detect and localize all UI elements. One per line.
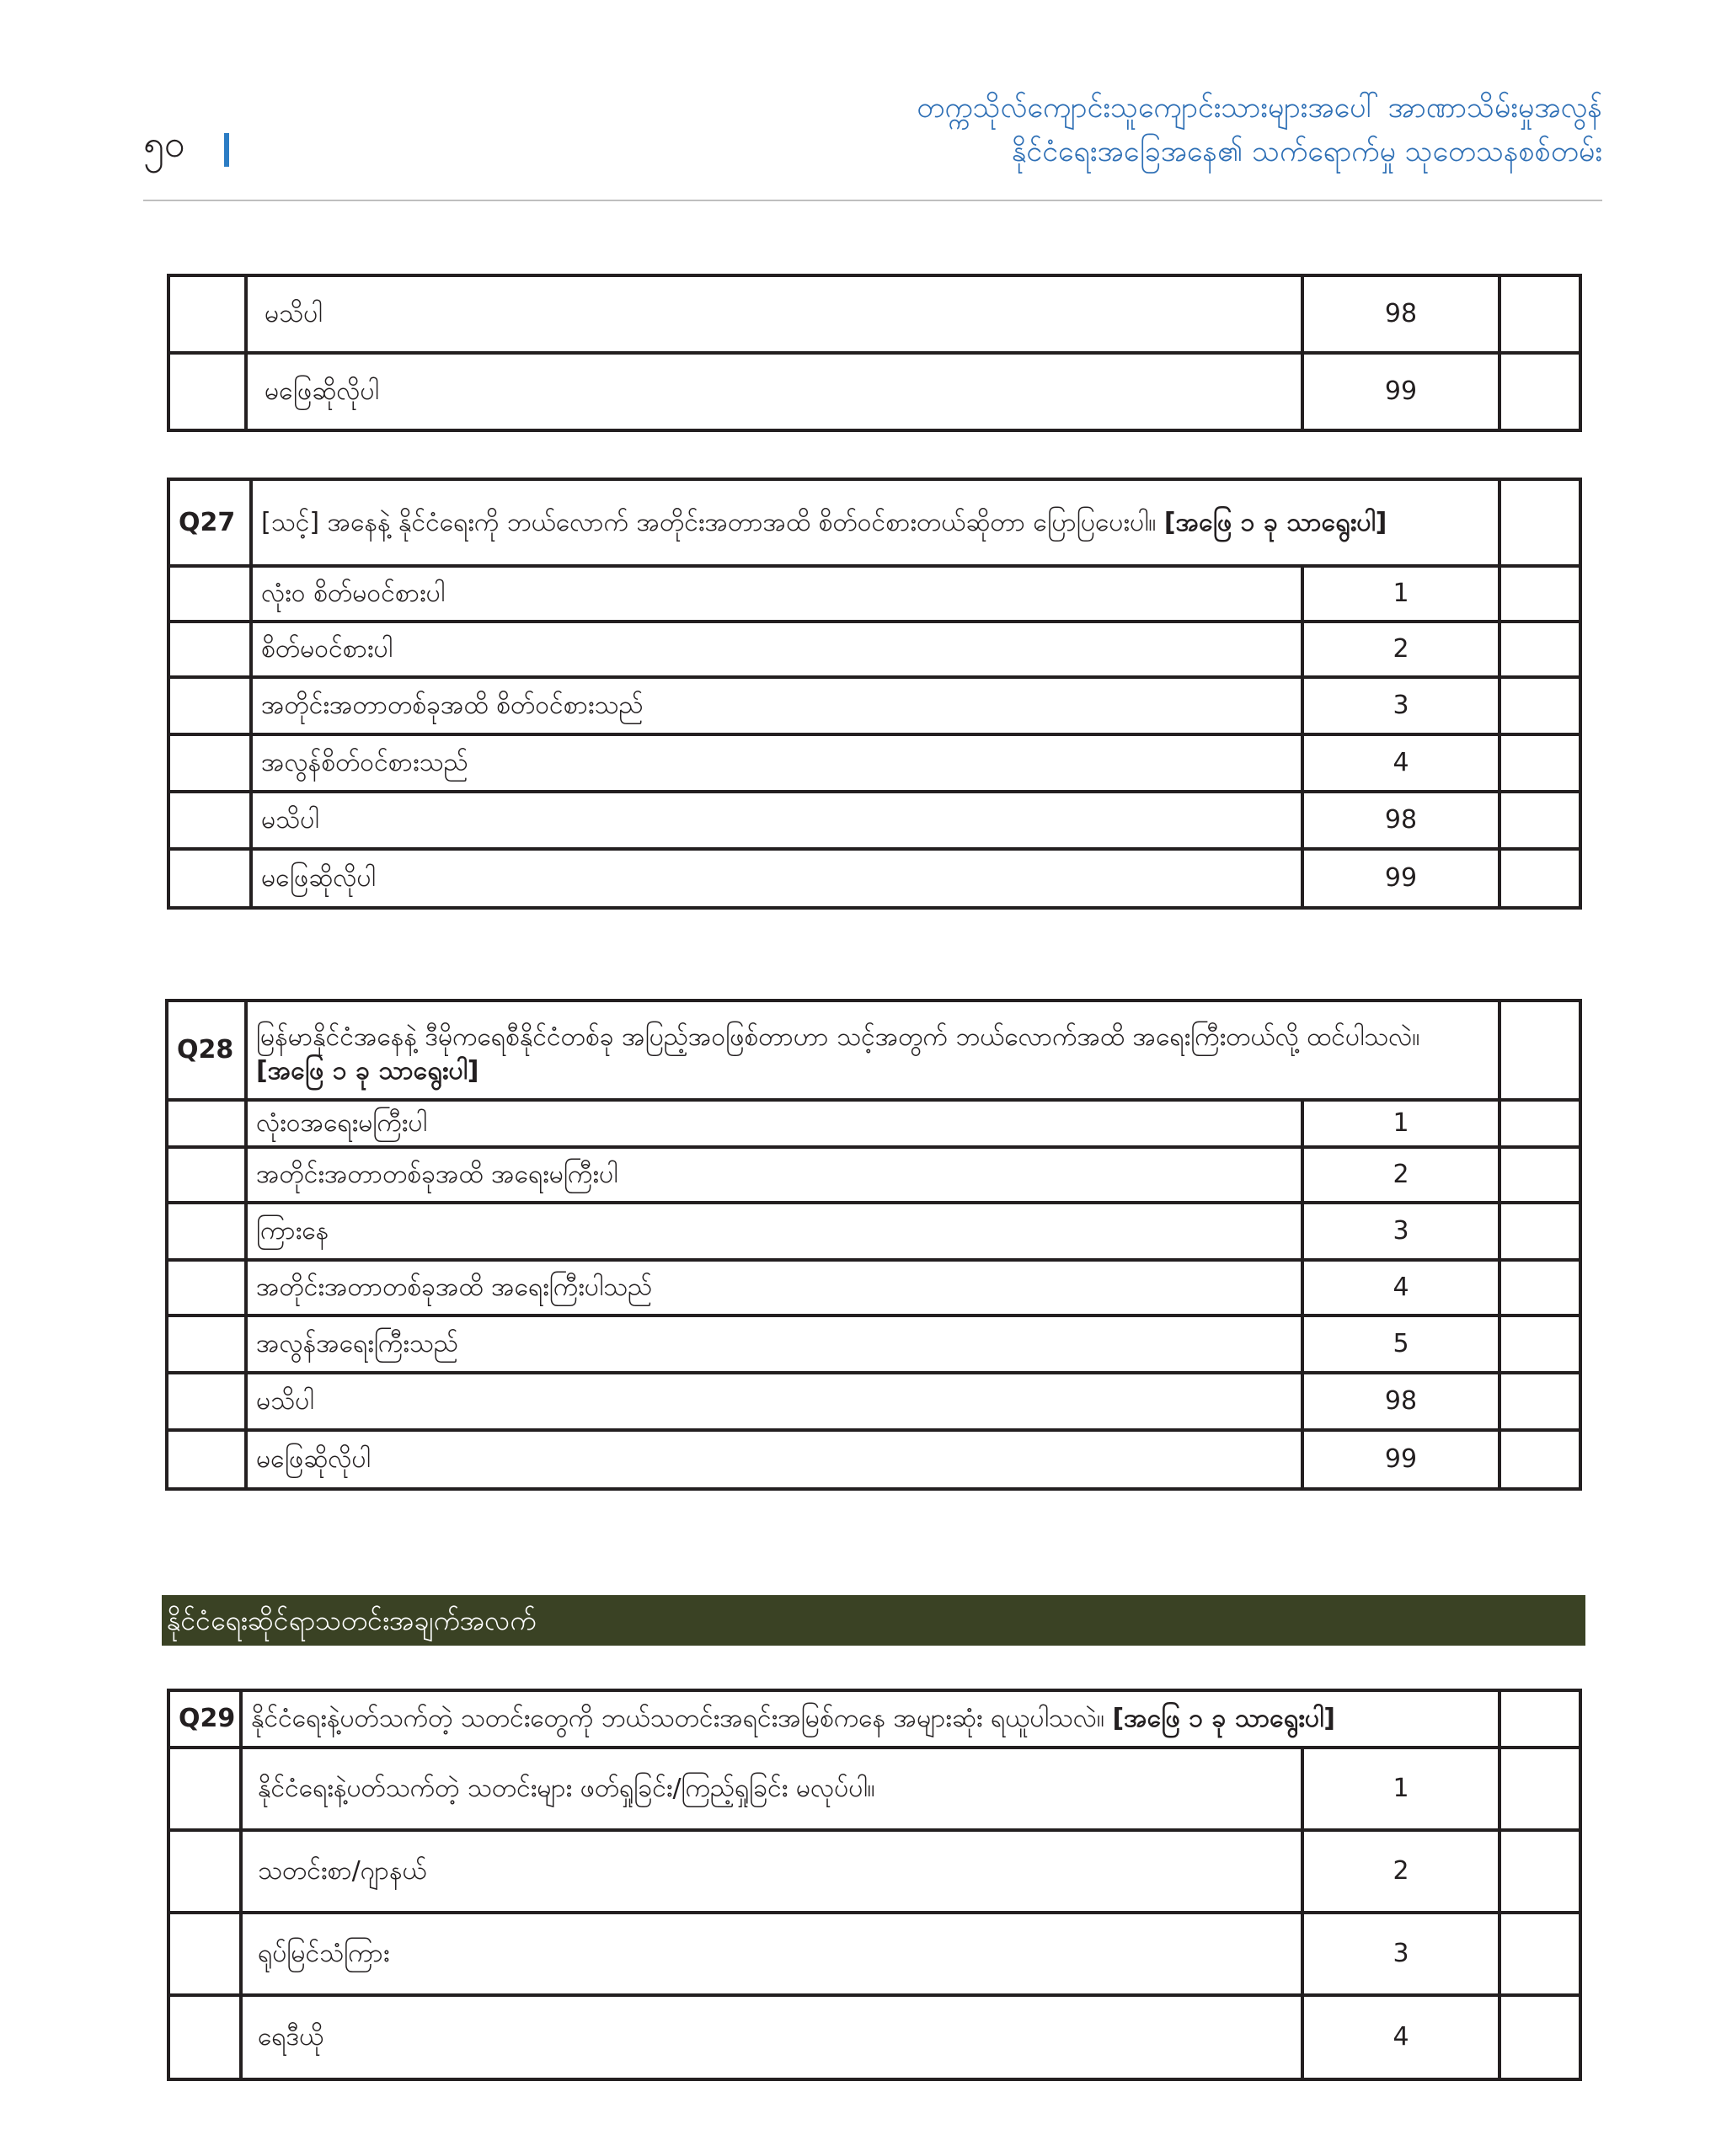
option-label: နိုင်ငံရေးနဲ့ပတ်သက်တဲ့ သတင်းများ ဖတ်ရှုခြင်း/ကြည့်ရှုခြင်း မလုပ်ပါ။ [241,1748,1302,1830]
answer-box[interactable] [1499,1748,1580,1830]
question-instruction: [အဖြေ ၁ ခု သာရွေးပါ] [1163,507,1387,537]
running-head-line-1: တက္ကသိုလ်ကျောင်းသူကျောင်းသားများအပေါ် အာဏာသိမ်းမှုအလွန် [917,91,1602,125]
option-label: အတိုင်းအတာတစ်ခုအထိ စိတ်ဝင်စားသည် [251,677,1302,734]
table-row [168,275,1580,353]
option-code: 2 [1302,622,1499,677]
option-label: မဖြေဆိုလိုပါ [246,353,1302,430]
answer-box[interactable] [1499,566,1580,622]
question-row [167,1001,1580,1100]
option-code: 99 [1302,849,1499,908]
option-label: အတိုင်းအတာတစ်ခုအထိ အရေးမကြီးပါ [246,1147,1302,1203]
answer-box[interactable] [1499,1203,1580,1260]
option-label: ရုပ်မြင်သံကြား [241,1913,1302,1995]
running-head-line-2: နိုင်ငံရေးအခြေအနေ၏ သက်ရောက်မှု သုတေသနစစ်တမ်း [1011,135,1602,168]
table-row [168,1913,1580,1995]
row-id-cell [167,1203,246,1260]
row-id-cell [168,353,246,430]
table-row [167,1315,1580,1373]
question-table-q28 [165,999,1582,1491]
option-code: 98 [1302,792,1499,849]
table-row [168,792,1580,849]
option-code: 3 [1302,677,1499,734]
table-row [168,1995,1580,2079]
answer-box[interactable] [1499,479,1580,566]
answer-box[interactable] [1499,1690,1580,1748]
answer-box[interactable] [1499,1100,1580,1147]
question-row [168,479,1580,566]
option-code: 3 [1302,1913,1499,1995]
option-code: 99 [1302,353,1499,430]
question-id: Q29 [168,1690,241,1748]
option-code: 1 [1302,1748,1499,1830]
option-code: 2 [1302,1147,1499,1203]
row-id-cell [168,849,251,908]
running-head [591,86,1602,173]
option-label: မသိပါ [246,275,1302,353]
header-divider [143,200,1602,201]
option-label: သတင်းစာ/ဂျာနယ် [241,1830,1302,1913]
row-id-cell [168,1748,241,1830]
question-text-body: နိုင်ငံရေးနဲ့ပတ်သက်တဲ့ သတင်းတွေကို ဘယ်သတင်းအရင်းအမြစ်ကနေ အများဆုံး ရယူပါသလဲ။ [251,1704,1113,1733]
row-id-cell [167,1100,246,1147]
answer-box[interactable] [1499,677,1580,734]
answer-box[interactable] [1499,1430,1580,1489]
answer-box[interactable] [1499,1260,1580,1315]
question-text [251,479,1499,566]
table-row [168,622,1580,677]
option-label: ရေဒီယို [241,1995,1302,2079]
row-id-cell [167,1315,246,1373]
option-label: အလွန်စိတ်ဝင်စားသည် [251,734,1302,792]
question-instruction: [အဖြေ ၁ ခု သာရွေးပါ] [256,1056,479,1086]
page-number-accent-bar [224,133,229,167]
option-label: စိတ်မဝင်စားပါ [251,622,1302,677]
option-code: 4 [1302,1260,1499,1315]
row-id-cell [168,1913,241,1995]
row-id-cell [168,622,251,677]
table-row [167,1373,1580,1430]
option-code: 5 [1302,1315,1499,1373]
option-code: 1 [1302,1100,1499,1147]
table-row [168,677,1580,734]
option-label: လုံးဝ စိတ်မဝင်စားပါ [251,566,1302,622]
option-code: 99 [1302,1430,1499,1489]
table-row [167,1203,1580,1260]
answer-box[interactable] [1499,1913,1580,1995]
page-number: ၅၀ [143,123,185,166]
table-row [168,734,1580,792]
question-instruction: [အဖြေ ၁ ခု သာရွေးပါ] [1112,1704,1335,1733]
row-id-cell [168,275,246,353]
table-row [167,1260,1580,1315]
row-id-cell [167,1430,246,1489]
question-text [241,1690,1499,1748]
table-row [167,1147,1580,1203]
row-id-cell [168,566,251,622]
question-table-q29 [167,1689,1582,2081]
option-label: လုံးဝအရေးမကြီးပါ [246,1100,1302,1147]
table-row [168,849,1580,908]
question-row [168,1690,1580,1748]
option-code: 1 [1302,566,1499,622]
answer-box[interactable] [1499,353,1580,430]
table-row [168,353,1580,430]
option-code: 98 [1302,275,1499,353]
answer-box[interactable] [1499,1373,1580,1430]
row-id-cell [168,677,251,734]
answer-box[interactable] [1499,1147,1580,1203]
row-id-cell [167,1147,246,1203]
row-id-cell [167,1373,246,1430]
table-row [167,1430,1580,1489]
answer-box[interactable] [1499,734,1580,792]
answer-box[interactable] [1499,1001,1580,1100]
table-row [168,1830,1580,1913]
option-code: 4 [1302,1995,1499,2079]
option-label: ကြားနေ [246,1203,1302,1260]
row-id-cell [168,1830,241,1913]
answer-box[interactable] [1499,1315,1580,1373]
table-row [168,566,1580,622]
option-label: အလွန်အရေးကြီးသည် [246,1315,1302,1373]
question-text-body: [သင့်] အနေနဲ့ နိုင်ငံရေးကို ဘယ်လောက် အတိုင်းအတာအထိ စိတ်ဝင်စားတယ်ဆိုတာ ပြောပြပေးပါ။ [261,507,1164,537]
question-text-body: မြန်မာနိုင်ငံအနေနဲ့ ဒီမိုကရေစီနိုင်ငံတစ်ခု အပြည့်အဝဖြစ်တာဟာ သင့်အတွက် ဘယ်လောက်အထိ အရေးကြီးတယ်လို့ ထင်ပါသလဲ။ [256,1022,1420,1052]
option-code: 2 [1302,1830,1499,1913]
table-row [167,1100,1580,1147]
answer-box[interactable] [1499,275,1580,353]
option-label: မဖြေဆိုလိုပါ [251,849,1302,908]
option-code: 98 [1302,1373,1499,1430]
answer-box[interactable] [1499,622,1580,677]
answer-box[interactable] [1499,1995,1580,2079]
answer-box[interactable] [1499,1830,1580,1913]
option-label: အတိုင်းအတာတစ်ခုအထိ အရေးကြီးပါသည် [246,1260,1302,1315]
question-text [246,1001,1499,1100]
row-id-cell [168,792,251,849]
option-label: မသိပါ [251,792,1302,849]
row-id-cell [168,1995,241,2079]
option-label: မသိပါ [246,1373,1302,1430]
table-row [168,1748,1580,1830]
option-code: 4 [1302,734,1499,792]
answer-box[interactable] [1499,792,1580,849]
row-id-cell [167,1260,246,1315]
question-id: Q27 [168,479,251,566]
option-label: မဖြေဆိုလိုပါ [246,1430,1302,1489]
option-code: 3 [1302,1203,1499,1260]
previous-question-table [167,274,1582,432]
question-id: Q28 [167,1001,246,1100]
question-table-q27 [167,478,1582,910]
section-heading: နိုင်ငံရေးဆိုင်ရာသတင်းအချက်အလက် [162,1595,1585,1646]
answer-box[interactable] [1499,849,1580,908]
row-id-cell [168,734,251,792]
